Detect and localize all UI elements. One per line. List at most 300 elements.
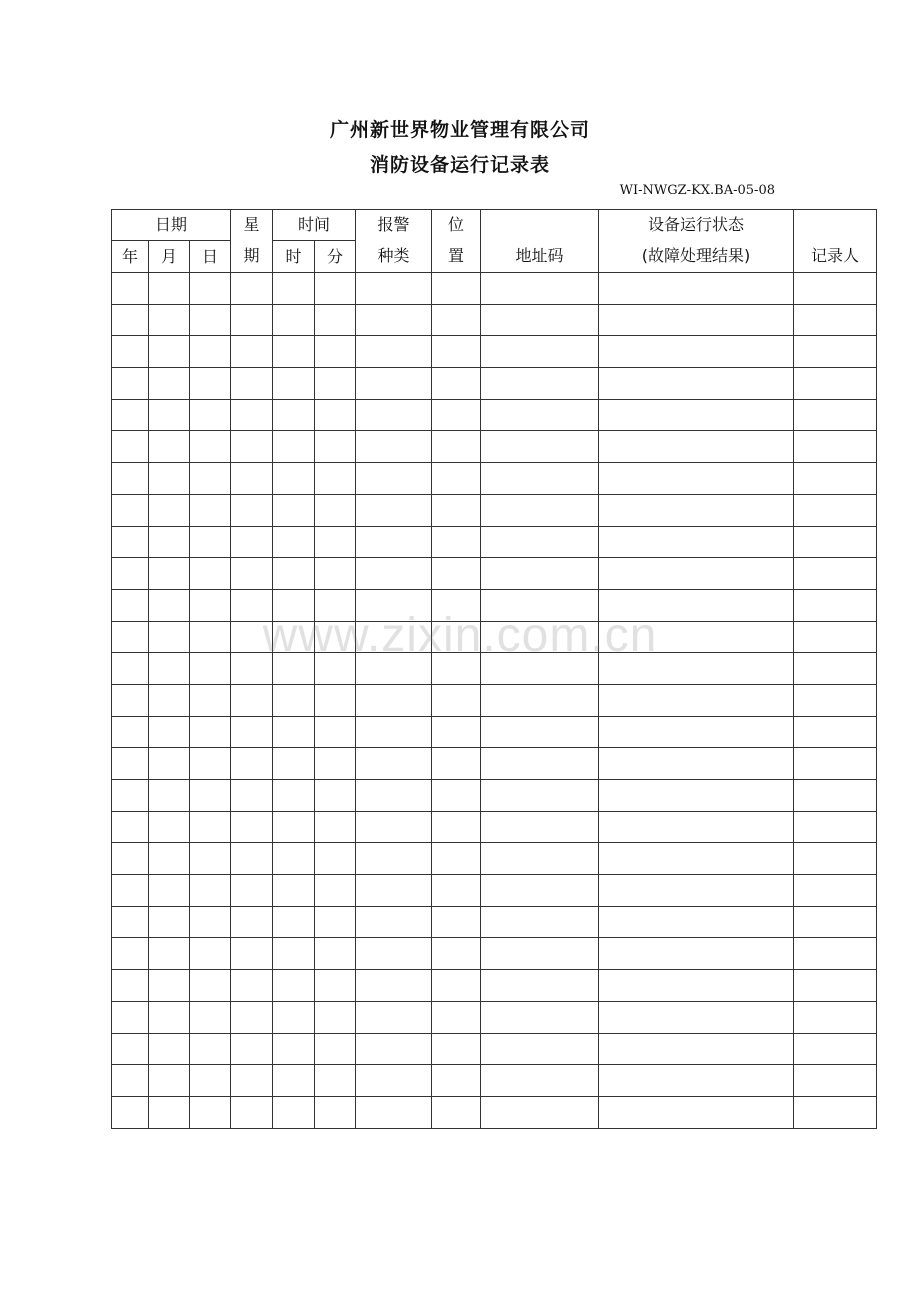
status-cell — [599, 1033, 794, 1065]
month-cell — [149, 336, 190, 368]
year-cell — [112, 1033, 149, 1065]
day-header: 日 — [190, 241, 231, 273]
recorder-cell — [794, 906, 877, 938]
status-header-bottom: (故障处理结果) — [599, 241, 794, 273]
recorder-cell — [794, 780, 877, 812]
address-code-header: 地址码 — [481, 241, 599, 273]
hour-cell — [273, 336, 315, 368]
position-cell — [432, 589, 481, 621]
year-cell — [112, 494, 149, 526]
status-header-top: 设备运行状态 — [599, 210, 794, 241]
day-cell — [190, 1001, 231, 1033]
table-row — [112, 938, 877, 970]
alarm-type-header-top: 报警 — [356, 210, 432, 241]
table-row — [112, 304, 877, 336]
day-cell — [190, 304, 231, 336]
weekday-cell — [231, 843, 273, 875]
minute-cell — [315, 621, 356, 653]
status-cell — [599, 273, 794, 305]
day-cell — [190, 368, 231, 400]
hour-cell — [273, 368, 315, 400]
recorder-cell — [794, 938, 877, 970]
position-cell — [432, 906, 481, 938]
hour-cell — [273, 811, 315, 843]
recorder-cell — [794, 526, 877, 558]
address-code-cell — [481, 938, 599, 970]
alarm-type-header-bottom: 种类 — [356, 241, 432, 273]
weekday-cell — [231, 589, 273, 621]
status-cell — [599, 748, 794, 780]
alarm-type-cell — [356, 368, 432, 400]
recorder-cell — [794, 653, 877, 685]
table-row — [112, 368, 877, 400]
position-cell — [432, 653, 481, 685]
day-cell — [190, 431, 231, 463]
table-row — [112, 1065, 877, 1097]
month-cell — [149, 1001, 190, 1033]
hour-cell — [273, 589, 315, 621]
form-title: 消防设备运行记录表 — [369, 154, 550, 176]
recorder-cell — [794, 811, 877, 843]
alarm-type-cell — [356, 463, 432, 495]
hour-cell — [273, 463, 315, 495]
minute-cell — [315, 494, 356, 526]
status-cell — [599, 304, 794, 336]
hour-cell — [273, 780, 315, 812]
status-cell — [599, 1001, 794, 1033]
document-code: WI-NWGZ-KX.BA-05-08 — [619, 183, 775, 198]
recorder-cell — [794, 843, 877, 875]
alarm-type-cell — [356, 1065, 432, 1097]
year-cell — [112, 970, 149, 1002]
year-cell — [112, 938, 149, 970]
weekday-cell — [231, 938, 273, 970]
weekday-cell — [231, 1096, 273, 1128]
day-cell — [190, 653, 231, 685]
table-row — [112, 494, 877, 526]
alarm-type-cell — [356, 653, 432, 685]
weekday-cell — [231, 336, 273, 368]
minute-cell — [315, 1065, 356, 1097]
alarm-type-cell — [356, 1096, 432, 1128]
year-cell — [112, 906, 149, 938]
address-code-cell — [481, 526, 599, 558]
month-cell — [149, 811, 190, 843]
day-cell — [190, 336, 231, 368]
hour-cell — [273, 526, 315, 558]
day-cell — [190, 875, 231, 907]
month-cell — [149, 1096, 190, 1128]
day-cell — [190, 716, 231, 748]
hour-cell — [273, 558, 315, 590]
year-cell — [112, 621, 149, 653]
status-cell — [599, 653, 794, 685]
address-code-cell — [481, 589, 599, 621]
month-cell — [149, 273, 190, 305]
weekday-cell — [231, 811, 273, 843]
weekday-cell — [231, 273, 273, 305]
table-row — [112, 336, 877, 368]
table-row — [112, 558, 877, 590]
hour-cell — [273, 621, 315, 653]
table-row — [112, 684, 877, 716]
alarm-type-cell — [356, 938, 432, 970]
recorder-cell — [794, 684, 877, 716]
month-cell — [149, 780, 190, 812]
header-row-1 — [112, 210, 877, 241]
address-code-cell — [481, 336, 599, 368]
alarm-type-cell — [356, 589, 432, 621]
position-cell — [432, 304, 481, 336]
status-cell — [599, 336, 794, 368]
year-cell — [112, 589, 149, 621]
month-cell — [149, 1065, 190, 1097]
weekday-cell — [231, 1033, 273, 1065]
weekday-cell — [231, 494, 273, 526]
minute-cell — [315, 1033, 356, 1065]
year-cell — [112, 748, 149, 780]
minute-cell — [315, 811, 356, 843]
weekday-cell — [231, 558, 273, 590]
day-cell — [190, 970, 231, 1002]
weekday-cell — [231, 906, 273, 938]
minute-cell — [315, 748, 356, 780]
table-row — [112, 843, 877, 875]
position-cell — [432, 811, 481, 843]
day-cell — [190, 558, 231, 590]
address-code-cell — [481, 716, 599, 748]
address-code-cell — [481, 399, 599, 431]
position-header-top: 位 — [432, 210, 481, 241]
weekday-cell — [231, 621, 273, 653]
position-cell — [432, 368, 481, 400]
weekday-cell — [231, 526, 273, 558]
table-row — [112, 1033, 877, 1065]
hour-cell — [273, 399, 315, 431]
table-row — [112, 431, 877, 463]
recorder-cell — [794, 1065, 877, 1097]
alarm-type-cell — [356, 494, 432, 526]
month-cell — [149, 748, 190, 780]
status-cell — [599, 431, 794, 463]
position-cell — [432, 558, 481, 590]
position-header-bottom: 置 — [432, 241, 481, 273]
recorder-cell — [794, 463, 877, 495]
day-cell — [190, 811, 231, 843]
alarm-type-cell — [356, 273, 432, 305]
status-cell — [599, 621, 794, 653]
hour-cell — [273, 970, 315, 1002]
status-cell — [599, 558, 794, 590]
weekday-cell — [231, 431, 273, 463]
year-cell — [112, 368, 149, 400]
year-cell — [112, 336, 149, 368]
day-cell — [190, 399, 231, 431]
hour-cell — [273, 1001, 315, 1033]
address-code-cell — [481, 1065, 599, 1097]
position-cell — [432, 780, 481, 812]
minute-cell — [315, 463, 356, 495]
month-cell — [149, 684, 190, 716]
minute-cell — [315, 875, 356, 907]
alarm-type-cell — [356, 811, 432, 843]
year-cell — [112, 684, 149, 716]
status-cell — [599, 463, 794, 495]
address-code-header-top — [481, 210, 599, 241]
minute-cell — [315, 558, 356, 590]
month-cell — [149, 1033, 190, 1065]
day-cell — [190, 906, 231, 938]
weekday-cell — [231, 1065, 273, 1097]
minute-cell — [315, 336, 356, 368]
table-row — [112, 399, 877, 431]
recorder-cell — [794, 431, 877, 463]
year-cell — [112, 1001, 149, 1033]
status-cell — [599, 716, 794, 748]
month-cell — [149, 843, 190, 875]
address-code-cell — [481, 304, 599, 336]
year-cell — [112, 811, 149, 843]
weekday-header-top: 星 — [231, 210, 273, 241]
month-cell — [149, 431, 190, 463]
minute-cell — [315, 1001, 356, 1033]
minute-cell — [315, 589, 356, 621]
year-cell — [112, 463, 149, 495]
address-code-cell — [481, 748, 599, 780]
month-cell — [149, 716, 190, 748]
recorder-cell — [794, 748, 877, 780]
hour-cell — [273, 1065, 315, 1097]
table-row — [112, 463, 877, 495]
position-cell — [432, 336, 481, 368]
minute-cell — [315, 526, 356, 558]
day-cell — [190, 494, 231, 526]
year-cell — [112, 1096, 149, 1128]
minute-cell — [315, 1096, 356, 1128]
weekday-cell — [231, 463, 273, 495]
day-cell — [190, 843, 231, 875]
hour-cell — [273, 1096, 315, 1128]
address-code-cell — [481, 494, 599, 526]
position-cell — [432, 621, 481, 653]
table-row — [112, 970, 877, 1002]
alarm-type-cell — [356, 558, 432, 590]
position-cell — [432, 684, 481, 716]
day-cell — [190, 1033, 231, 1065]
alarm-type-cell — [356, 780, 432, 812]
year-cell — [112, 558, 149, 590]
day-cell — [190, 273, 231, 305]
month-cell — [149, 875, 190, 907]
month-cell — [149, 399, 190, 431]
table-row — [112, 1001, 877, 1033]
address-code-cell — [481, 368, 599, 400]
weekday-cell — [231, 304, 273, 336]
minute-cell — [315, 273, 356, 305]
alarm-type-cell — [356, 906, 432, 938]
hour-cell — [273, 684, 315, 716]
recorder-cell — [794, 368, 877, 400]
alarm-type-cell — [356, 304, 432, 336]
position-cell — [432, 1065, 481, 1097]
minute-header: 分 — [315, 241, 356, 273]
year-cell — [112, 1065, 149, 1097]
minute-cell — [315, 431, 356, 463]
day-cell — [190, 780, 231, 812]
table-row — [112, 653, 877, 685]
minute-cell — [315, 653, 356, 685]
table-row — [112, 621, 877, 653]
hour-cell — [273, 938, 315, 970]
position-cell — [432, 1001, 481, 1033]
alarm-type-cell — [356, 1033, 432, 1065]
recorder-cell — [794, 970, 877, 1002]
year-cell — [112, 399, 149, 431]
position-cell — [432, 970, 481, 1002]
day-cell — [190, 938, 231, 970]
status-cell — [599, 526, 794, 558]
month-cell — [149, 653, 190, 685]
month-cell — [149, 589, 190, 621]
hour-cell — [273, 304, 315, 336]
alarm-type-cell — [356, 431, 432, 463]
table-row — [112, 273, 877, 305]
recorder-cell — [794, 621, 877, 653]
day-cell — [190, 684, 231, 716]
month-cell — [149, 368, 190, 400]
address-code-cell — [481, 843, 599, 875]
status-cell — [599, 1096, 794, 1128]
status-cell — [599, 399, 794, 431]
recorder-cell — [794, 273, 877, 305]
minute-cell — [315, 304, 356, 336]
alarm-type-cell — [356, 399, 432, 431]
status-cell — [599, 843, 794, 875]
address-code-cell — [481, 431, 599, 463]
day-cell — [190, 1096, 231, 1128]
position-cell — [432, 1096, 481, 1128]
weekday-cell — [231, 684, 273, 716]
alarm-type-cell — [356, 621, 432, 653]
address-code-cell — [481, 1096, 599, 1128]
recorder-cell — [794, 589, 877, 621]
status-cell — [599, 1065, 794, 1097]
weekday-cell — [231, 399, 273, 431]
recorder-cell — [794, 1096, 877, 1128]
weekday-cell — [231, 716, 273, 748]
position-cell — [432, 1033, 481, 1065]
position-cell — [432, 748, 481, 780]
status-cell — [599, 494, 794, 526]
recorder-cell — [794, 1033, 877, 1065]
month-cell — [149, 304, 190, 336]
minute-cell — [315, 684, 356, 716]
year-cell — [112, 273, 149, 305]
weekday-cell — [231, 368, 273, 400]
address-code-cell — [481, 558, 599, 590]
position-cell — [432, 526, 481, 558]
status-cell — [599, 684, 794, 716]
weekday-cell — [231, 748, 273, 780]
position-cell — [432, 463, 481, 495]
year-cell — [112, 431, 149, 463]
hour-cell — [273, 431, 315, 463]
watermark: www.zixin.com.cn — [262, 609, 658, 662]
recorder-cell — [794, 399, 877, 431]
address-code-cell — [481, 273, 599, 305]
minute-cell — [315, 970, 356, 1002]
address-code-cell — [481, 1001, 599, 1033]
day-cell — [190, 748, 231, 780]
hour-cell — [273, 653, 315, 685]
address-code-cell — [481, 875, 599, 907]
minute-cell — [315, 716, 356, 748]
month-cell — [149, 526, 190, 558]
weekday-cell — [231, 970, 273, 1002]
month-cell — [149, 494, 190, 526]
hour-header: 时 — [273, 241, 315, 273]
recorder-cell — [794, 716, 877, 748]
minute-cell — [315, 843, 356, 875]
month-cell — [149, 938, 190, 970]
day-cell — [190, 589, 231, 621]
address-code-cell — [481, 970, 599, 1002]
table-row — [112, 716, 877, 748]
alarm-type-cell — [356, 336, 432, 368]
status-cell — [599, 368, 794, 400]
position-cell — [432, 875, 481, 907]
minute-cell — [315, 906, 356, 938]
day-cell — [190, 621, 231, 653]
header-row-2 — [112, 241, 877, 273]
weekday-header-bottom: 期 — [231, 241, 273, 273]
year-cell — [112, 304, 149, 336]
year-cell — [112, 716, 149, 748]
day-cell — [190, 526, 231, 558]
position-cell — [432, 399, 481, 431]
status-cell — [599, 938, 794, 970]
month-cell — [149, 463, 190, 495]
status-cell — [599, 906, 794, 938]
hour-cell — [273, 494, 315, 526]
status-cell — [599, 811, 794, 843]
hour-cell — [273, 906, 315, 938]
recorder-cell — [794, 304, 877, 336]
position-cell — [432, 273, 481, 305]
weekday-cell — [231, 1001, 273, 1033]
hour-cell — [273, 273, 315, 305]
position-cell — [432, 938, 481, 970]
year-cell — [112, 875, 149, 907]
recorder-cell — [794, 875, 877, 907]
weekday-cell — [231, 875, 273, 907]
year-header: 年 — [112, 241, 149, 273]
address-code-cell — [481, 1033, 599, 1065]
hour-cell — [273, 716, 315, 748]
minute-cell — [315, 368, 356, 400]
status-cell — [599, 970, 794, 1002]
address-code-cell — [481, 811, 599, 843]
hour-cell — [273, 748, 315, 780]
minute-cell — [315, 780, 356, 812]
alarm-type-cell — [356, 748, 432, 780]
table-row — [112, 1096, 877, 1128]
date-group-header: 日期 — [112, 210, 231, 241]
month-cell — [149, 621, 190, 653]
table-row — [112, 811, 877, 843]
month-cell — [149, 558, 190, 590]
position-cell — [432, 843, 481, 875]
